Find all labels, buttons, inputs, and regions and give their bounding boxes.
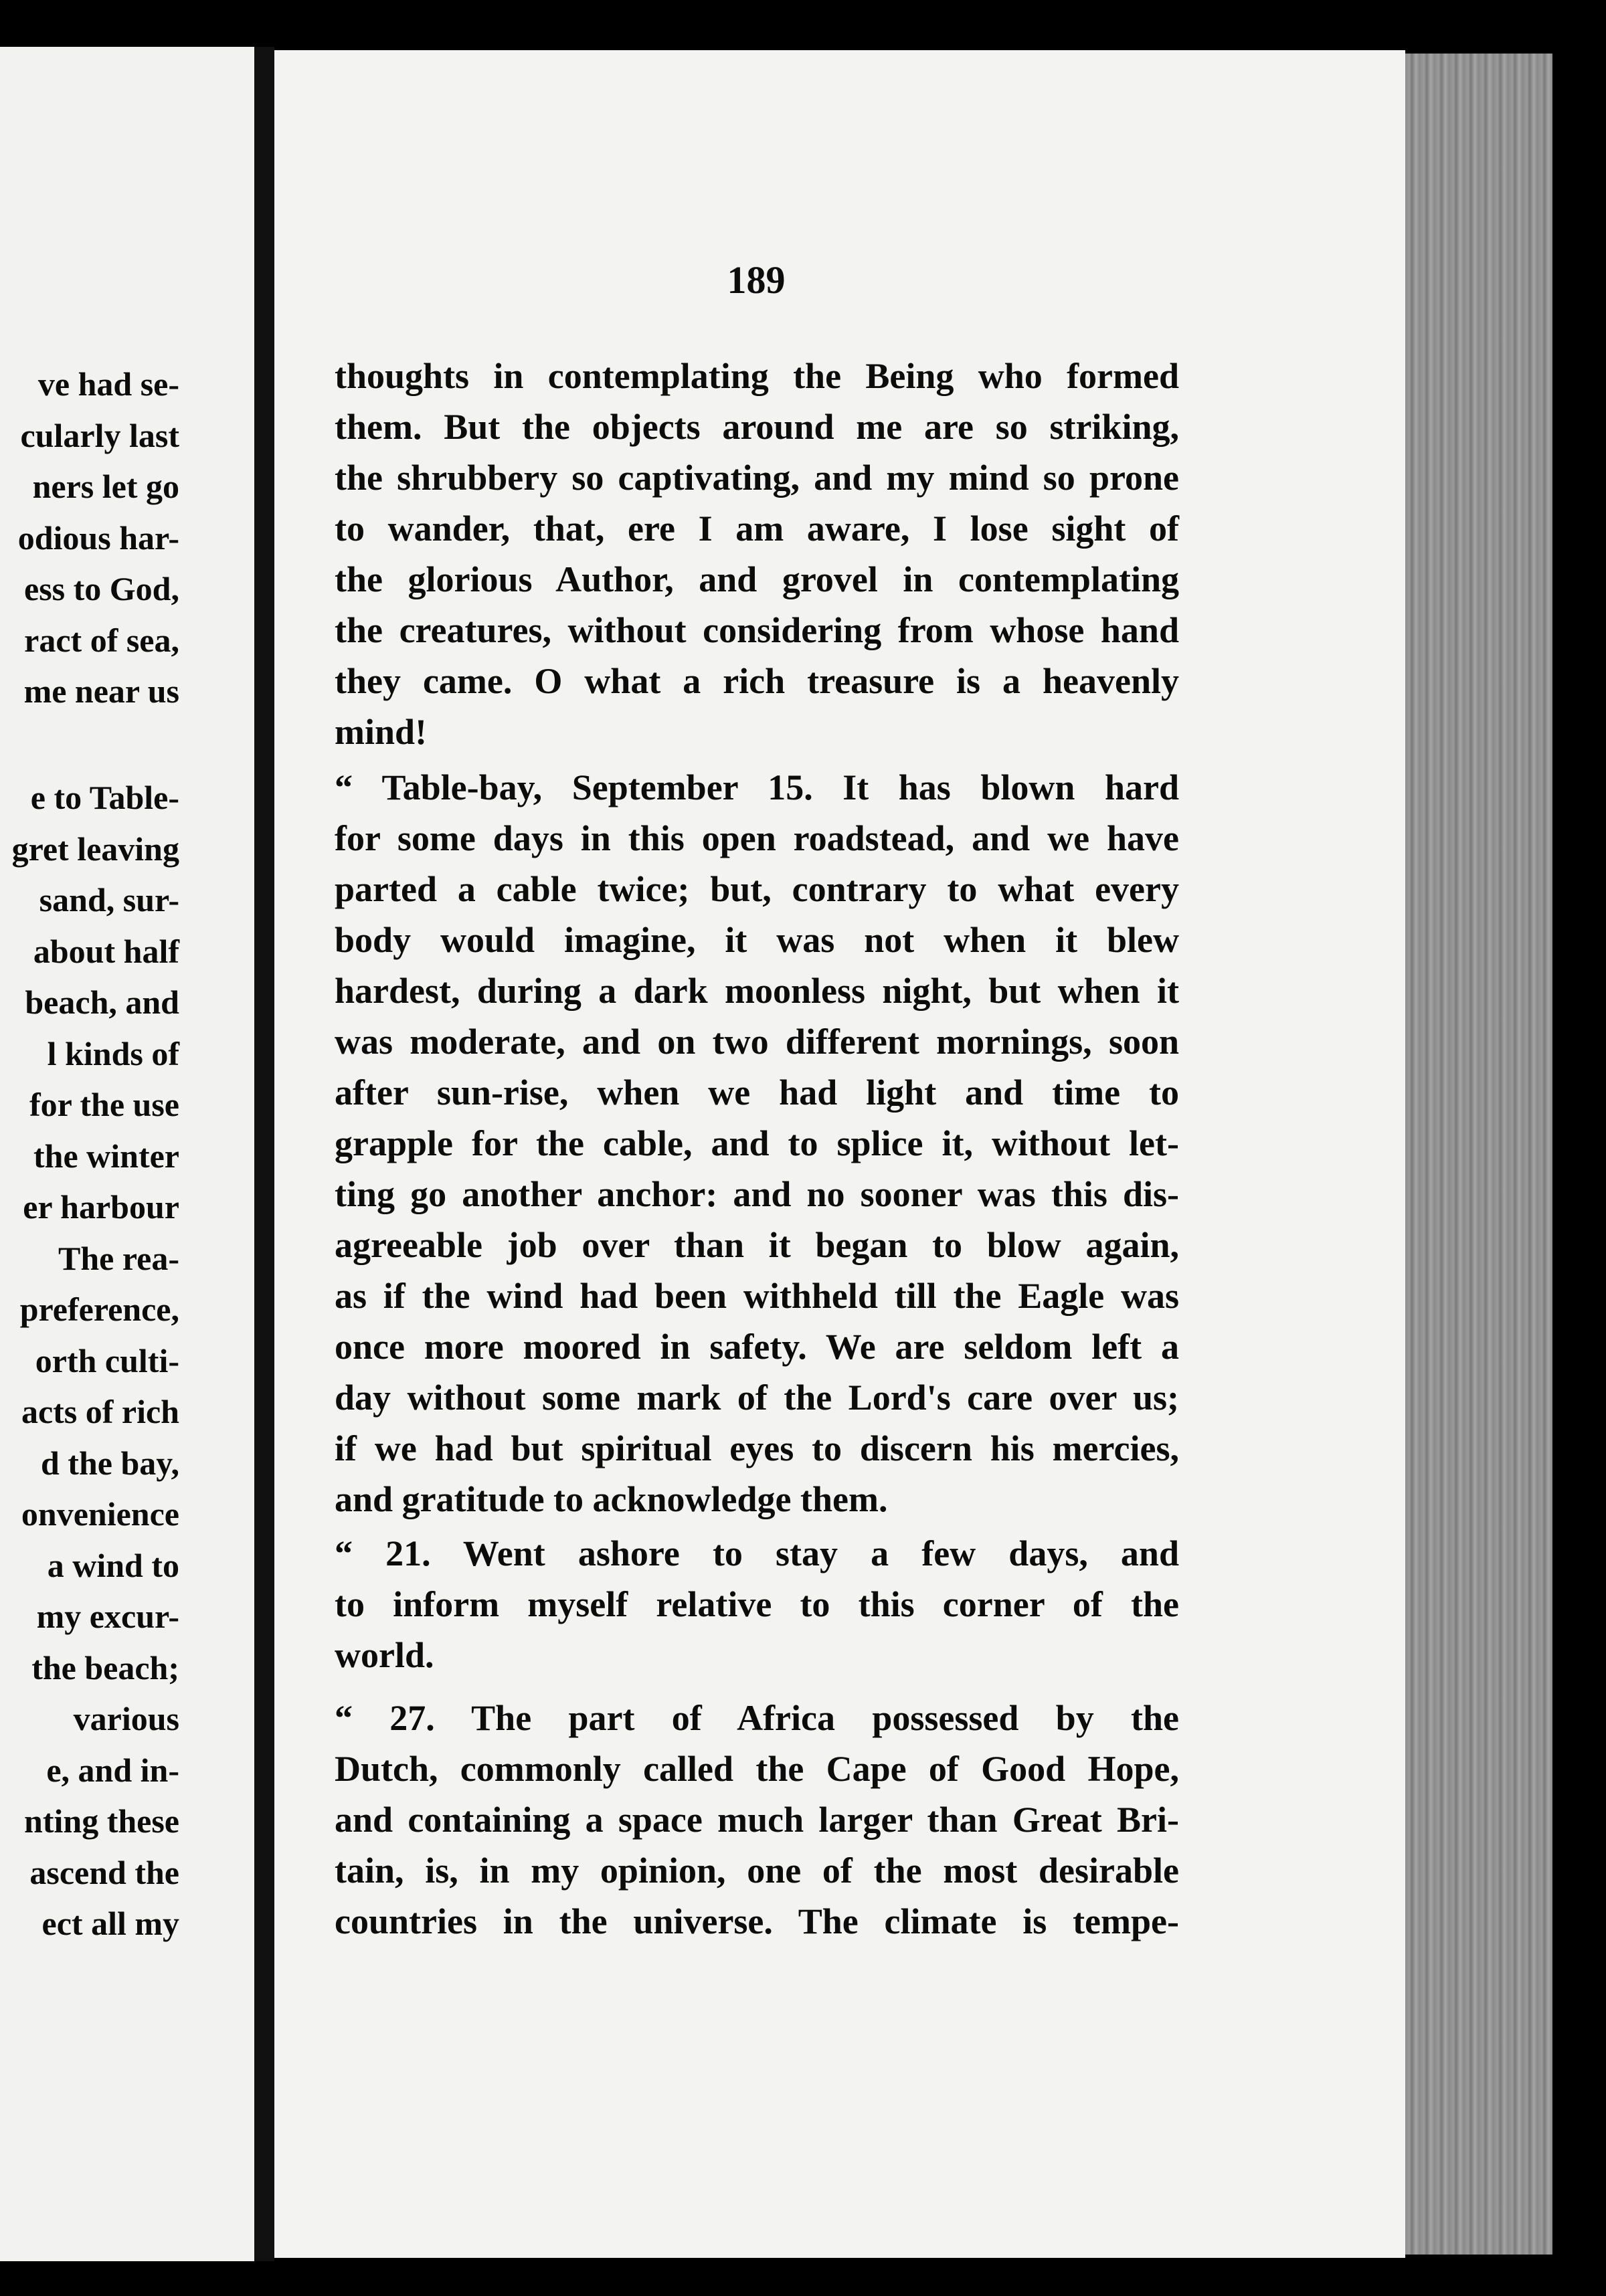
left-text-line: ners let go — [32, 468, 179, 505]
left-text-line: ect all my — [41, 1905, 179, 1942]
left-text-line: l kinds of — [47, 1035, 179, 1072]
left-text-line: acts of rich — [21, 1393, 179, 1430]
left-text-line: ess to God, — [24, 570, 179, 607]
left-text-line: gret leaving — [11, 830, 179, 868]
left-text-line: me near us — [23, 672, 179, 710]
text-line: and containing a space much larger than Great Bri- — [335, 1800, 1179, 1840]
text-line: if we had but spiritual eyes to discern his mercies, — [335, 1428, 1179, 1468]
left-text-line: onvenience — [21, 1495, 179, 1533]
left-text-line: odious har- — [17, 519, 179, 557]
left-text-line: orth culti- — [35, 1342, 179, 1379]
text-line: to inform myself relative to this corner of the — [335, 1584, 1179, 1624]
text-line: “ 21. Went ashore to stay a few days, and — [335, 1533, 1179, 1573]
text-line: Dutch, commonly called the Cape of Good Hope, — [335, 1749, 1179, 1789]
left-text-line: my excur- — [36, 1598, 179, 1635]
left-text-line: beach, and — [25, 983, 179, 1021]
text-line: parted a cable twice; but, contrary to what every — [335, 869, 1179, 909]
text-line: mind! — [335, 712, 428, 752]
text-line: as if the wind had been withheld till the Eagle was — [335, 1276, 1179, 1316]
left-text-line: ract of sea, — [24, 621, 179, 659]
text-line: “ Table-bay, September 15. It has blown hard — [335, 767, 1179, 807]
text-line: thoughts in contemplating the Being who formed — [335, 356, 1179, 396]
text-line: tain, is, in my opinion, one of the most desirable — [335, 1850, 1179, 1891]
left-text-line: The rea- — [58, 1240, 179, 1277]
text-line: once more moored in safety. We are seldom left a — [335, 1327, 1179, 1367]
text-line: day without some mark of the Lord's care over us; — [335, 1377, 1179, 1418]
text-line: they came. O what a rich treasure is a heavenly — [335, 661, 1179, 701]
text-line: to wander, that, ere I am aware, I lose sight of — [335, 508, 1179, 549]
left-text-line: d the bay, — [40, 1444, 179, 1482]
left-text-line: preference, — [19, 1290, 179, 1328]
text-line: countries in the universe. The climate is tempe- — [335, 1901, 1179, 1941]
page-edges — [1405, 54, 1552, 2255]
text-line: was moderate, and on two different mornings, soon — [335, 1022, 1179, 1062]
left-page-fragment — [0, 47, 254, 2261]
left-text-line: about half — [33, 933, 179, 970]
left-text-line: ve had se- — [37, 365, 179, 403]
left-text-line: ascend the — [29, 1854, 179, 1891]
left-text-line: nting these — [24, 1802, 179, 1840]
text-line: them. But the objects around me are so striking, — [335, 407, 1179, 447]
left-text-line: er harbour — [23, 1188, 179, 1226]
left-text-line: various — [73, 1700, 179, 1737]
text-line: “ 27. The part of Africa possessed by the — [335, 1698, 1179, 1738]
left-text-line: a wind to — [47, 1547, 179, 1584]
text-line: after sun-rise, when we had light and time to — [335, 1072, 1179, 1113]
left-text-line: e, and in- — [46, 1751, 179, 1789]
text-line: the glorious Author, and grovel in contemplating — [335, 559, 1179, 599]
text-line: agreeable job over than it began to blow again, — [335, 1225, 1179, 1265]
text-line: hardest, during a dark moonless night, but when it — [335, 971, 1179, 1011]
left-text-line: for the use — [29, 1086, 179, 1123]
text-line: world. — [335, 1635, 434, 1675]
left-text-line: the beach; — [31, 1649, 179, 1687]
text-line: grapple for the cable, and to splice it, without let- — [335, 1123, 1179, 1163]
left-text-line: the winter — [33, 1137, 179, 1175]
left-text-line: cularly last — [20, 417, 179, 454]
book-gutter — [254, 47, 274, 2261]
left-text-line: e to Table- — [30, 779, 179, 816]
left-text-line: sand, sur- — [39, 881, 179, 919]
text-line: the creatures, without considering from whose hand — [335, 610, 1179, 650]
text-line: body would imagine, it was not when it blew — [335, 920, 1179, 960]
text-line: and gratitude to acknowledge them. — [335, 1479, 888, 1519]
text-line: ting go another anchor: and no sooner was this dis- — [335, 1174, 1179, 1214]
text-line: for some days in this open roadstead, and we have — [335, 818, 1179, 858]
text-line: the shrubbery so captivating, and my mind so prone — [335, 458, 1179, 498]
page-number: 189 — [727, 258, 786, 302]
